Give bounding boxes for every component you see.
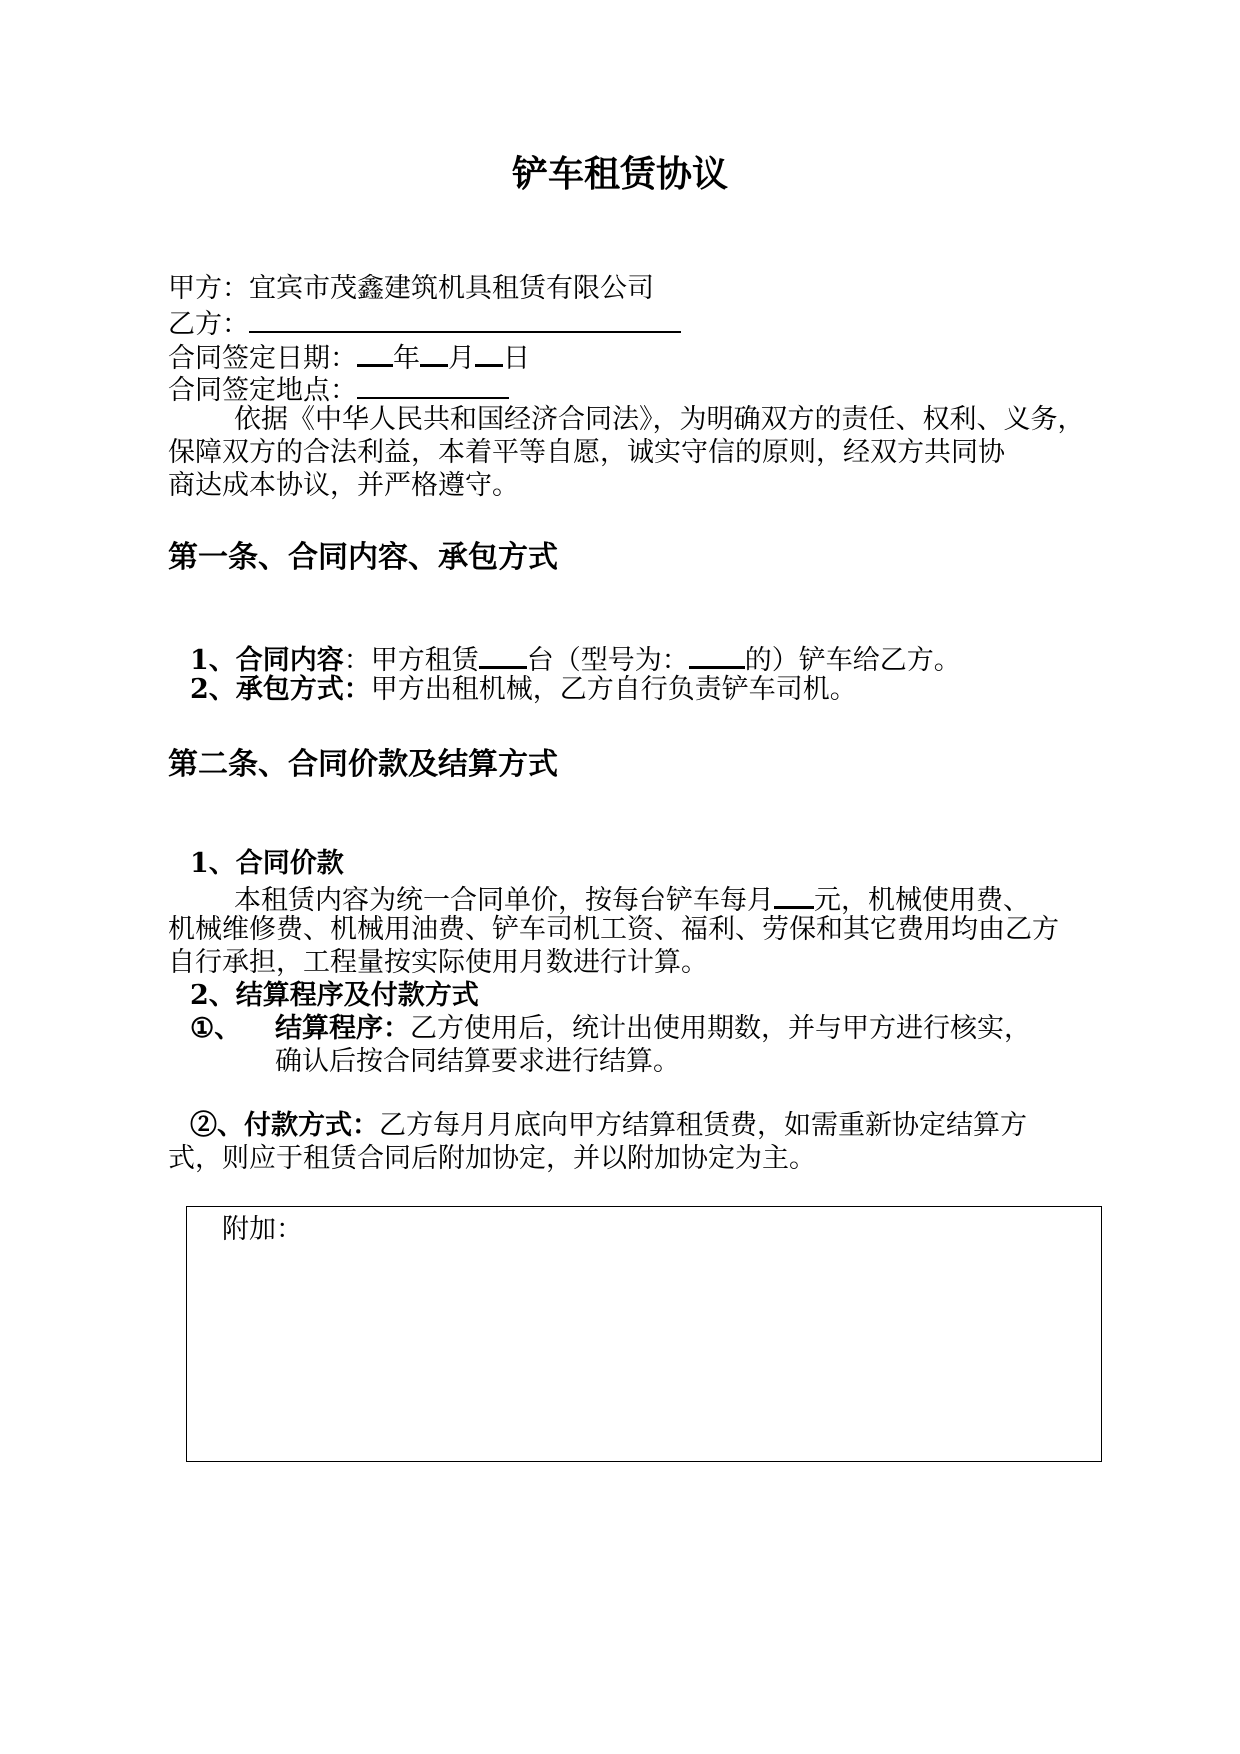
document-title: 铲车租赁协议 [511, 154, 728, 195]
party-b-label: 乙方： [168, 309, 249, 340]
sign-date-line [168, 338, 530, 375]
article-1-item-1 [190, 640, 961, 677]
sign-place-label: 合同签定地点： [168, 375, 357, 406]
contract-content-text-b: 台（型号为： [526, 645, 689, 676]
price-line-2: 机械维修费、机械用油费、铲车司机工资、福利、劳保和其它费用均由乙方 [168, 914, 1059, 945]
appendix-label: 附加： [222, 1214, 303, 1245]
sign-place-line [168, 371, 509, 407]
price-line-1 [234, 880, 1030, 917]
settlement-item-1-line-1 [275, 1012, 1031, 1045]
preamble-line-3: 商达成本协议，并严格遵守。 [168, 470, 519, 501]
contract-content-label: 1、合同内容 [190, 645, 344, 676]
party-b-blank [249, 305, 681, 333]
year-blank [357, 338, 393, 367]
preamble-line-2: 保障双方的合法利益，本着平等自愿，诚实守信的原则，经双方共同协 [168, 437, 1005, 468]
monthly-price-blank [774, 880, 814, 909]
settlement-procedure-text-2: 确认后按合同结算要求进行结算。 [275, 1046, 680, 1077]
day-label: 日 [503, 343, 530, 374]
party-a-line [168, 272, 654, 305]
article-1-heading: 第一条、合同内容、承包方式 [168, 540, 558, 575]
contract-content-text-a: 甲方租赁 [370, 645, 479, 676]
article-2-heading: 第二条、合同价款及结算方式 [168, 747, 558, 782]
appendix-box [186, 1206, 1102, 1462]
contract-content-text-c: 的）铲车给乙方。 [744, 645, 961, 676]
settlement-marker: ①、 [190, 1013, 242, 1044]
settlement-label: 2、结算程序及付款方式 [190, 980, 479, 1011]
price-text-a: 本租赁内容为统一合同单价，按每台铲车每月 [234, 885, 774, 916]
party-b-line [168, 305, 681, 341]
contract-price-label: 1、合同价款 [190, 848, 344, 879]
settlement-procedure-label: 结算程序： [275, 1013, 410, 1044]
article-1-item-2 [190, 673, 857, 706]
settlement-procedure-text-1: 乙方使用后，统计出使用期数，并与甲方进行核实， [410, 1013, 1031, 1044]
year-label: 年 [393, 343, 420, 374]
model-blank [689, 640, 745, 669]
month-blank [420, 338, 448, 367]
payment-method-text-2: 式，则应于租赁合同后附加协定，并以附加协定为主。 [168, 1143, 816, 1174]
sign-date-label: 合同签定日期： [168, 343, 357, 374]
price-line-3: 自行承担，工程量按实际使用月数进行计算。 [168, 947, 708, 978]
contracting-method-text: 甲方出租机械，乙方自行负责铲车司机。 [370, 674, 857, 705]
preamble-line-1: 依据《中华人民共和国经济合同法》，为明确双方的责任、权利、义务， [234, 404, 1085, 435]
party-a-value: 宜宾市茂鑫建筑机具租赁有限公司 [249, 273, 654, 304]
payment-method-label: ②、付款方式： [190, 1110, 379, 1141]
quantity-blank [479, 640, 527, 669]
payment-line-1 [190, 1109, 1027, 1142]
sign-place-blank [357, 371, 509, 399]
contract-content-colon: ： [343, 645, 371, 676]
payment-method-text-1: 乙方每月月底向甲方结算租赁费，如需重新协定结算方 [379, 1110, 1027, 1141]
contracting-method-label: 2、承包方式： [190, 674, 371, 705]
month-label: 月 [448, 343, 475, 374]
party-a-label: 甲方： [168, 273, 249, 304]
price-text-b: 元，机械使用费、 [814, 885, 1030, 916]
day-blank [475, 338, 503, 367]
settlement-item-1 [190, 1012, 241, 1045]
